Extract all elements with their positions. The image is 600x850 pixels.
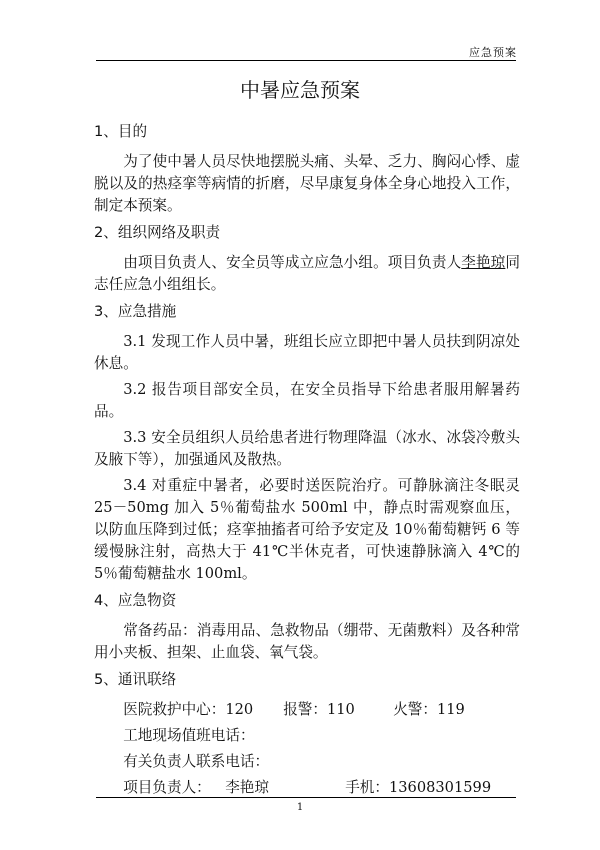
team-leader-name: 李艳琼	[461, 254, 506, 271]
manager-label: 项目负责人：	[123, 779, 211, 796]
manager-phone: 手机：13608301599	[345, 779, 492, 796]
header-rule	[96, 60, 516, 61]
organization-text-b: 同志任应急小组组长。	[94, 254, 520, 293]
measure-3-1: 3.1 发现工作人员中暑，班组长应立即把中暑人员扶到阴凉处休息。	[94, 333, 520, 372]
supplies-paragraph: 常备药品：消毒用品、急救物品（绷带、无菌敷料）及各种常用小夹板、担架、止血袋、氧气袋。	[94, 622, 520, 661]
organization-text-a: 由项目负责人、安全员等成立应急小组。项目负责人	[123, 254, 462, 271]
section-heading-contacts: 5、通讯联络	[94, 671, 177, 688]
section-heading-supplies: 4、应急物资	[94, 592, 177, 609]
onsite-phone-label: 工地现场值班电话：	[123, 727, 255, 744]
measure-3-4: 3.4 对重症中暑者，必要时送医院治疗。可静脉滴注冬眠灵 25－50mg 加入 5％葡萄盐水 500ml 中，静点时需观察血压，以防血压降到过低；痉挛抽搐者可给予安定及 10％葡萄糖钙 6 等缓慢脉注射，高热大于 41℃半休克者，可快速静脉滴入 4℃的 5％葡萄糖盐水 100ml。	[94, 477, 520, 582]
manager-name: 李艳琼	[225, 779, 269, 796]
fire-number: 火警：119	[393, 701, 465, 718]
emergency-numbers-row	[94, 699, 520, 721]
measure-3-2: 3.2 报告项目部安全员，在安全员指导下给患者服用解暑药品。	[94, 381, 520, 420]
onsite-phone-row	[94, 725, 520, 747]
contact-phone-row	[94, 751, 520, 773]
header-label: 应急预案	[469, 46, 517, 59]
section-heading-measures: 3、应急措施	[94, 303, 177, 320]
document-body	[94, 120, 520, 803]
page-number: 1	[296, 802, 304, 813]
organization-paragraph	[94, 252, 520, 296]
page-title: 中暑应急预案	[240, 78, 360, 102]
measure-3-3: 3.3 安全员组织人员给患者进行物理降温（冰水、冰袋冷敷头及腋下等），加强通风及散热。	[94, 429, 520, 468]
footer-rule	[96, 797, 516, 798]
police-number: 报警：110	[283, 701, 355, 718]
section-heading-purpose: 1、目的	[94, 123, 148, 140]
hospital-number: 医院救护中心：120	[123, 701, 254, 718]
purpose-paragraph: 为了使中暑人员尽快地摆脱头痛、头晕、乏力、胸闷心悸、虚脱以及的热痉挛等病情的折磨，尽早康复身体全身心地投入工作，制定本预案。	[94, 153, 520, 214]
section-heading-organization: 2、组织网络及职责	[94, 224, 221, 241]
manager-row	[94, 777, 520, 799]
contact-phone-label: 有关负责人联系电话：	[123, 753, 270, 770]
